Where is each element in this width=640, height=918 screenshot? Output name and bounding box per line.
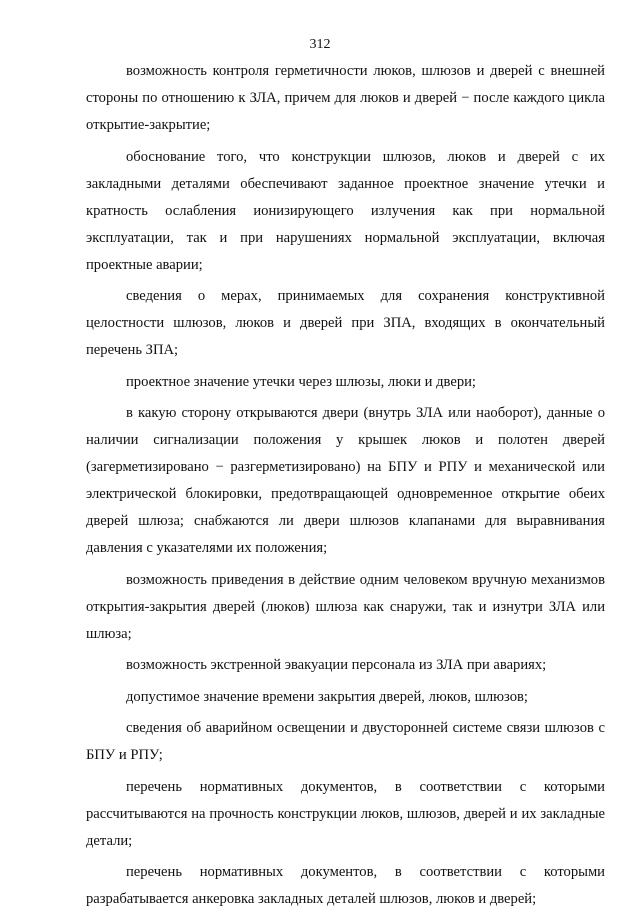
paragraph: сведения о мерах, принимаемых для сохранения конструктивной целостности шлюзов, люков и дверей при ЗПА, входящих в окончательный перечень ЗПА; — [86, 288, 605, 358]
paragraph: обоснование того, что конструкции шлюзов, люков и дверей с их закладными деталями обеспечивают заданное проектное значение утечки и кратность ослабления ионизирующего излучения как при нормальной эксплуатации, так и при нарушениях нормальной эксплуатации, включая проектные аварии; — [86, 148, 605, 273]
paragraph: перечень нормативных документов, в соответствии с которыми рассчитываются на прочность конструкции люков, шлюзов, дверей и их закладные детали; — [86, 778, 605, 849]
document-body — [86, 58, 605, 918]
paragraph: возможность приведения в действие одним человеком вручную механизмов открытия-закрытия дверей (люков) шлюза как снаружи, так и изнутри ЗЛА или шлюза; — [86, 571, 605, 642]
paragraph: проектное значение утечки через шлюзы, люки и двери; — [126, 373, 476, 390]
paragraph: перечень нормативных документов, в соответствии с которыми разрабатывается анкеровка закладных деталей шлюзов, люков и дверей; — [86, 864, 605, 907]
page-number: 312 — [309, 37, 331, 52]
paragraph: в какую сторону открываются двери (внутрь ЗЛА или наоборот), данные о наличии сигнализации положения у крышек люков и полотен дверей (загерметизировано − разгерметизировано) на БПУ и РПУ и механической или электрической блокировки, предотвращающей одновременное открытие обеих дверей шлюза; снабжаются ли двери шлюзов клапанами для выравнивания давления с указателями их положения; — [86, 405, 605, 556]
paragraph: допустимое значение времени закрытия дверей, люков, шлюзов; — [126, 688, 528, 705]
paragraph: сведения об аварийном освещении и двусторонней системе связи шлюзов с БПУ и РПУ; — [86, 720, 605, 763]
paragraph: возможность экстренной эвакуации персонала из ЗЛА при авариях; — [126, 657, 547, 673]
paragraph: возможность контроля герметичности люков, шлюзов и дверей с внешней стороны по отношению к ЗЛА, причем для люков и дверей − после каждого цикла открытие-закрытие; — [86, 63, 605, 133]
